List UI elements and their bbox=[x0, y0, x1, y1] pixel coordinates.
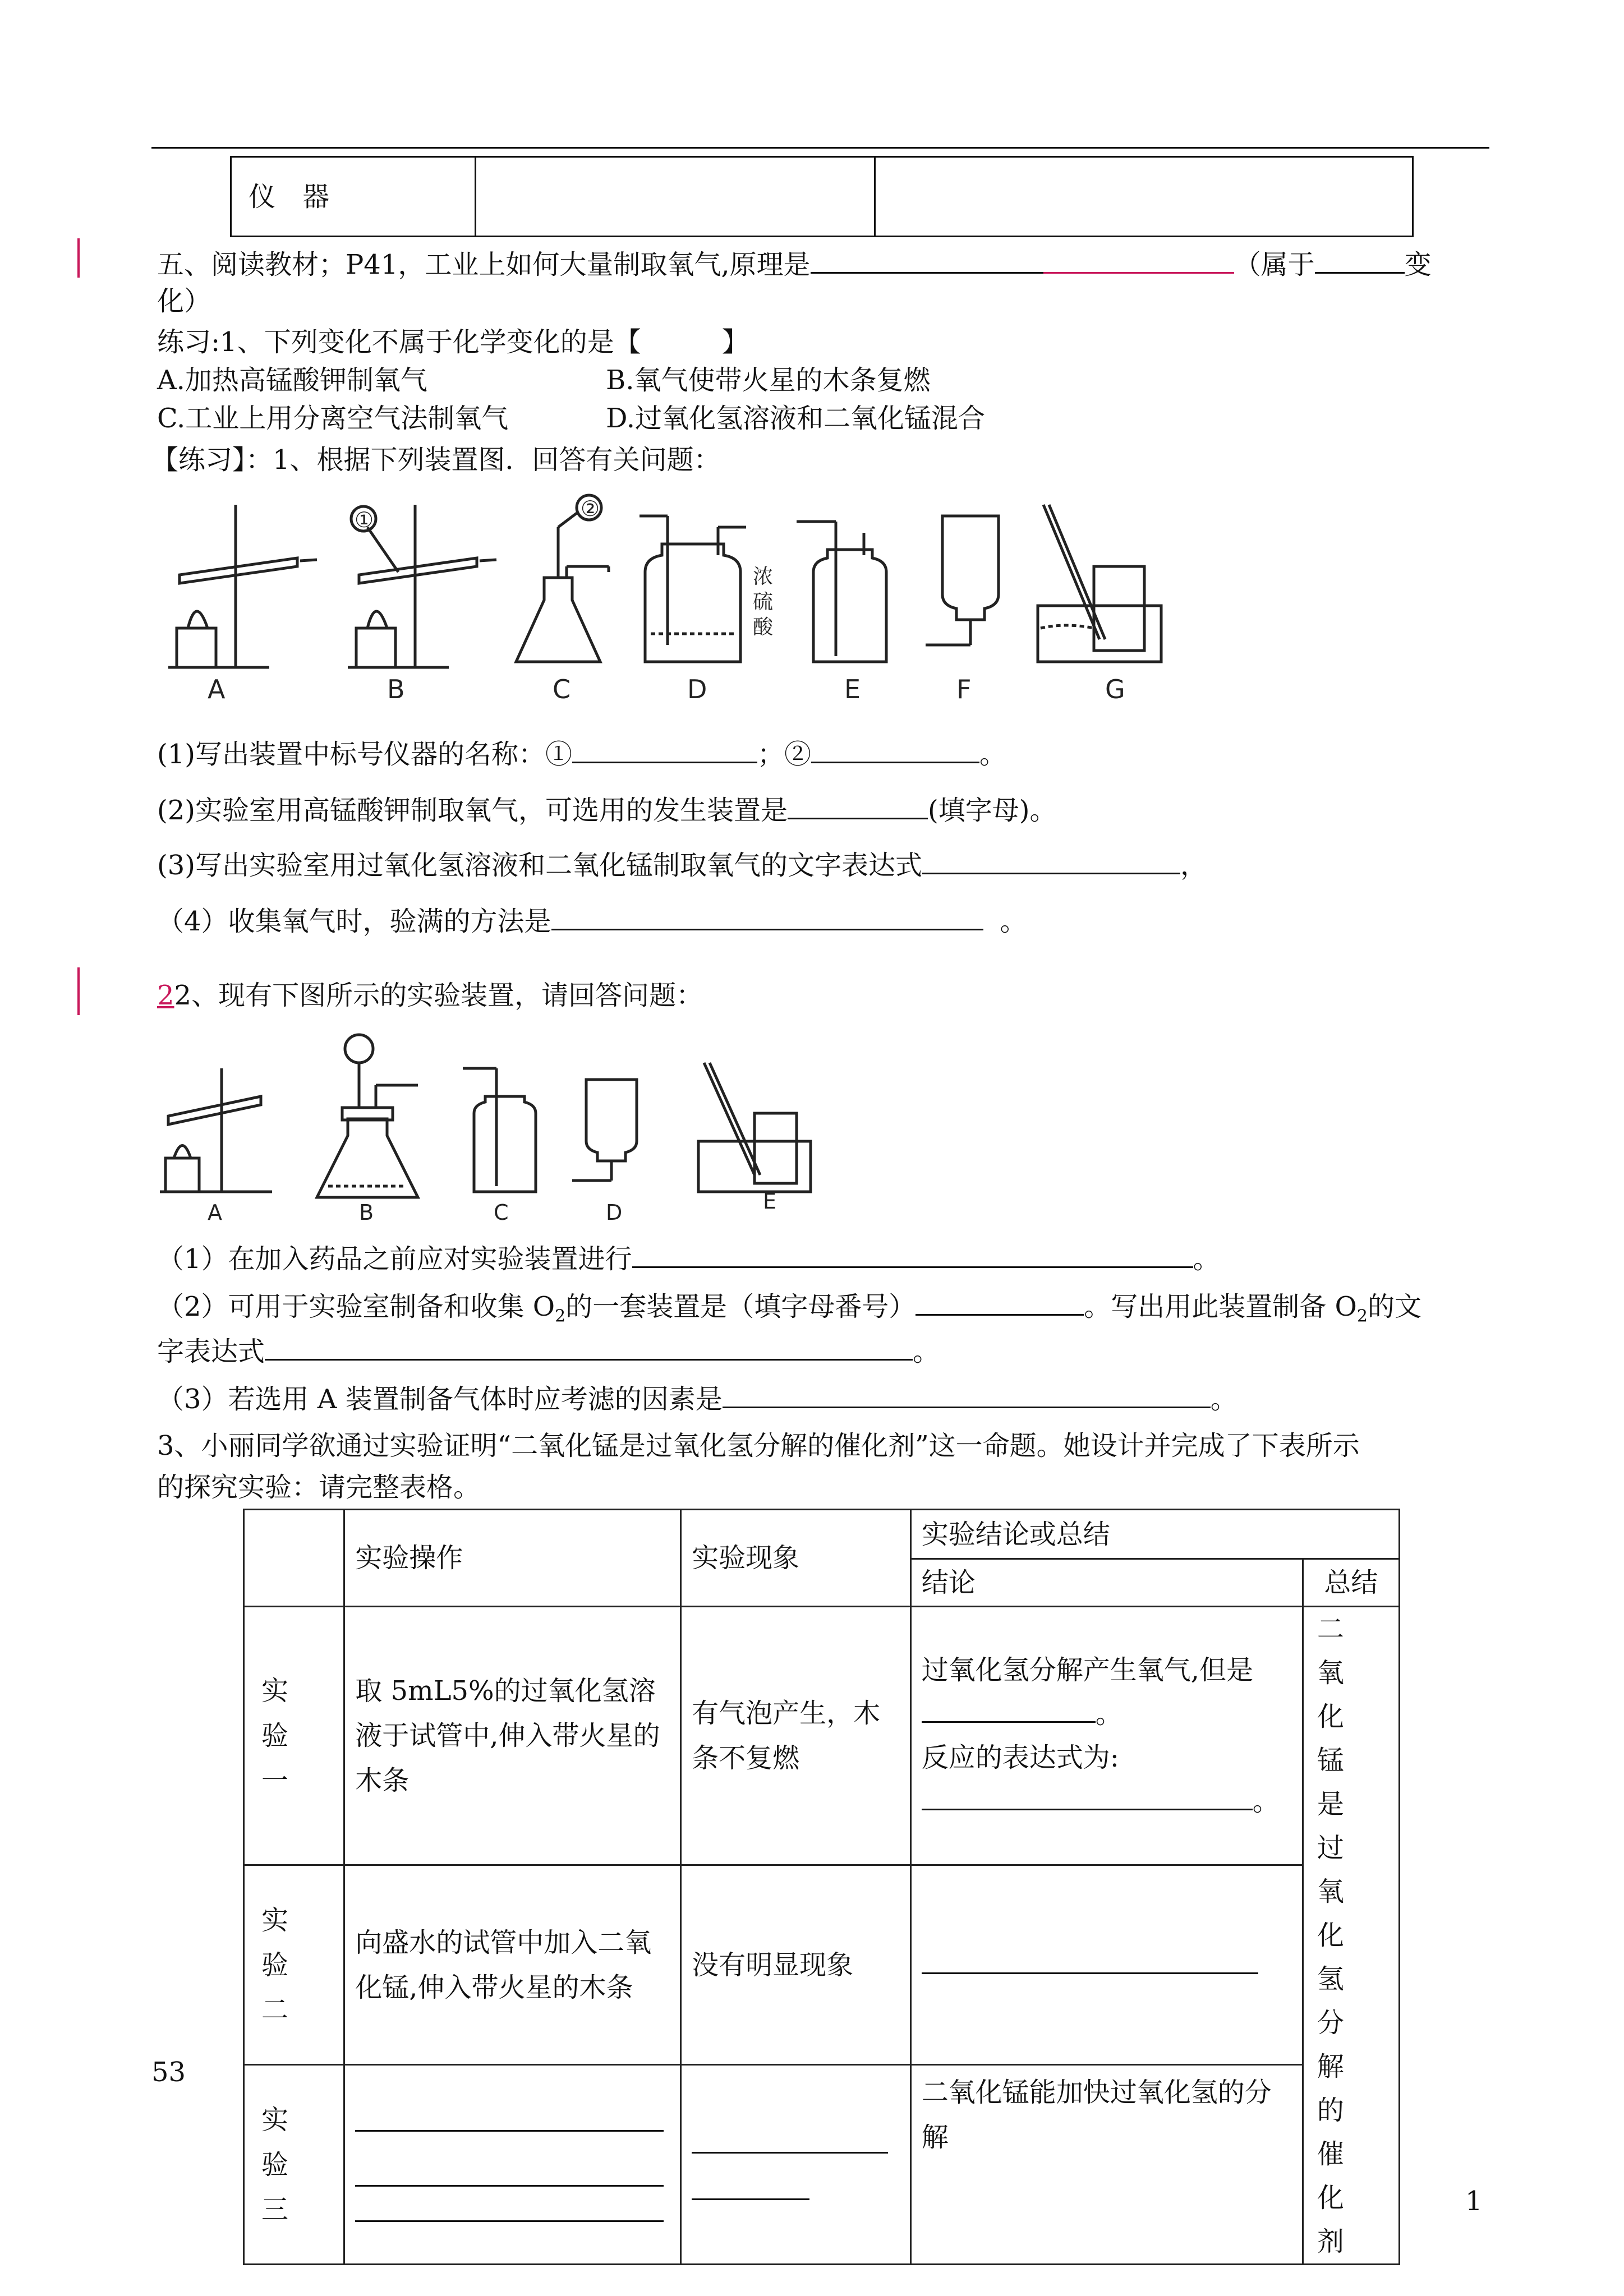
apparatus-figure-1 bbox=[157, 494, 1167, 707]
practice2-q2-line2: 字表达式 。 bbox=[157, 1332, 940, 1368]
fig1-label-e: E bbox=[844, 674, 861, 704]
blank-row3-op-2[interactable] bbox=[355, 2163, 664, 2187]
row3-name: 实验三 bbox=[244, 2065, 344, 2265]
apparatus-figure-2 bbox=[154, 1023, 884, 1231]
exercise1-question: 练习:1、下列变化不属于化学变化的是【 】 bbox=[157, 326, 749, 358]
row1-conclusion: 过氧化氢分解产生氧气,但是 。 反应的表达式为: 。 bbox=[910, 1607, 1303, 1865]
blank-row3-op-3[interactable] bbox=[355, 2198, 664, 2222]
blank-row1-reason[interactable] bbox=[922, 1694, 1096, 1723]
fig1-label-g: G bbox=[1105, 674, 1125, 704]
blank-change-type[interactable] bbox=[1315, 245, 1405, 274]
revision-bar-2 bbox=[77, 967, 80, 1015]
blank-row2-conclusion[interactable] bbox=[922, 1945, 1258, 1974]
blank-factors[interactable] bbox=[723, 1380, 1211, 1408]
fig2-label-b: B bbox=[359, 1200, 374, 1225]
header-operation: 实验操作 bbox=[344, 1510, 681, 1607]
practice1-title: 【练习】：1、根据下列装置图．回答有关问题： bbox=[151, 444, 721, 476]
apparatus2-d-icon bbox=[572, 1080, 637, 1181]
apparatus-a-icon bbox=[168, 505, 317, 667]
practice3-line1: 3、小丽同学欲通过实验证明“二氧化锰是过氧化氢分解的催化剂”这一命题。她设计并完成了下表所示 bbox=[157, 1430, 1360, 1461]
option-b[interactable]: B.氧气使带火星的木条复燃 bbox=[606, 365, 931, 396]
acid-label-1: 浓 bbox=[753, 565, 774, 588]
apparatus2-e-icon bbox=[698, 1063, 811, 1192]
practice2-q1: （1）在加入药品之前应对实验装置进行 。 bbox=[157, 1239, 1220, 1276]
blank-instrument-1[interactable] bbox=[572, 735, 757, 763]
section5-line2: 化） bbox=[157, 285, 211, 317]
blank-word-equation-2[interactable] bbox=[265, 1332, 913, 1361]
section5-line1: 五、阅读教材；P41，工业上如何大量制取氧气,原理是 （属于 变 bbox=[157, 245, 1432, 282]
marker-2: ② bbox=[581, 496, 600, 521]
acid-label-3: 酸 bbox=[753, 616, 774, 639]
page-number: 1 bbox=[1465, 2186, 1483, 2217]
option-d[interactable]: D.过氧化氢溶液和二氧化锰混合 bbox=[606, 403, 986, 434]
summary-cell: 二氧化锰是过氧化氢分解的催化剂 bbox=[1303, 1607, 1399, 2265]
row1-operation: 取 5mL5%的过氧化氢溶液于试管中,伸入带火星的木条 bbox=[344, 1607, 681, 1865]
row3-phenomenon bbox=[681, 2065, 911, 2265]
revision-bar bbox=[77, 238, 80, 278]
row1-phenomenon: 有气泡产生，木条不复燃 bbox=[681, 1607, 911, 1865]
blank-apparatus-set[interactable] bbox=[915, 1287, 1084, 1316]
blank-row3-ph-1[interactable] bbox=[692, 2129, 888, 2154]
practice2-q2: （2）可用于实验室制备和收集 $O_2$的一套装置是（填字母番号） 。写出用此装置制备 $O_2$的文 bbox=[157, 1287, 1421, 1334]
header-summary: 总结 bbox=[1303, 1559, 1399, 1607]
header-rule bbox=[151, 147, 1489, 149]
fig2-label-e: E bbox=[763, 1189, 777, 1214]
apparatus-e-icon bbox=[797, 522, 886, 662]
fig1-label-d: D bbox=[687, 674, 707, 704]
blank-principle[interactable] bbox=[811, 245, 1234, 274]
option-c[interactable]: C.工业上用分离空气法制氧气 bbox=[157, 403, 509, 434]
header-conclusion-group: 实验结论或总结 bbox=[910, 1510, 1399, 1559]
practice2-title: 22、现有下图所示的实验装置，请回答问题： bbox=[157, 980, 703, 1011]
apparatus-f-icon bbox=[926, 516, 999, 645]
apparatus2-b-icon bbox=[317, 1035, 418, 1197]
top-table bbox=[230, 156, 1414, 237]
instrument-label: 仪 器 bbox=[249, 181, 330, 213]
row2-operation: 向盛水的试管中加入二氧化锰,伸入带火星的木条 bbox=[344, 1865, 681, 2065]
row2-phenomenon: 没有明显现象 bbox=[681, 1865, 911, 2065]
practice1-q2: (2)实验室用高锰酸钾制取氧气，可选用的发生装置是 (填字母)。 bbox=[157, 791, 1056, 827]
row2-conclusion bbox=[910, 1865, 1303, 2065]
fig1-label-f: F bbox=[956, 674, 972, 704]
blank-row3-op-1[interactable] bbox=[355, 2108, 664, 2132]
blank-word-equation[interactable] bbox=[922, 846, 1180, 874]
header-conclusion: 结论 bbox=[910, 1559, 1303, 1607]
blank-check[interactable] bbox=[632, 1239, 1193, 1268]
blank-instrument-2[interactable] bbox=[811, 735, 979, 763]
fig1-label-a: A bbox=[208, 674, 226, 704]
experiment-table bbox=[243, 1509, 1400, 2265]
blank-generator[interactable] bbox=[788, 791, 928, 819]
apparatus-d-icon bbox=[640, 516, 746, 662]
row2-name: 实验二 bbox=[244, 1865, 344, 2065]
blank-row3-ph-2[interactable] bbox=[692, 2176, 809, 2200]
marker-1: ① bbox=[355, 508, 374, 532]
fig2-label-a: A bbox=[208, 1200, 222, 1225]
fig2-label-d: D bbox=[606, 1200, 623, 1225]
fig1-label-b: B bbox=[387, 674, 405, 704]
blank-full-test[interactable] bbox=[551, 902, 983, 930]
left-page-number: 53 bbox=[151, 2057, 186, 2088]
practice2-q3: （3）若选用 A 装置制备气体时应考滤的因素是 。 bbox=[157, 1380, 1237, 1416]
apparatus-g-icon bbox=[1038, 505, 1161, 662]
practice1-q3: (3)写出实验室用过氧化氢溶液和二氧化锰制取氧气的文字表达式 ， bbox=[157, 846, 1207, 882]
fig2-label-c: C bbox=[494, 1200, 509, 1225]
apparatus2-a-icon bbox=[160, 1068, 272, 1192]
practice1-q4: （4）收集氧气时，验满的方法是 。 bbox=[157, 902, 1027, 938]
row3-operation bbox=[344, 2065, 681, 2265]
practice1-q1: (1)写出装置中标号仪器的名称：① ；② 。 bbox=[157, 735, 1006, 771]
blank-row1-equation[interactable] bbox=[922, 1782, 1253, 1810]
header-empty bbox=[244, 1510, 344, 1607]
practice3-line2: 的探究实验：请完整表格。 bbox=[157, 1472, 481, 1503]
header-phenomenon: 实验现象 bbox=[681, 1510, 911, 1607]
acid-label-2: 硫 bbox=[753, 591, 774, 614]
row3-conclusion: 二氧化锰能加快过氧化氢的分解 bbox=[910, 2065, 1303, 2265]
apparatus2-c-icon bbox=[463, 1068, 536, 1192]
option-a[interactable]: A.加热高锰酸钾制氧气 bbox=[157, 365, 427, 396]
row1-name: 实验一 bbox=[244, 1607, 344, 1865]
fig1-label-c: C bbox=[553, 674, 571, 704]
